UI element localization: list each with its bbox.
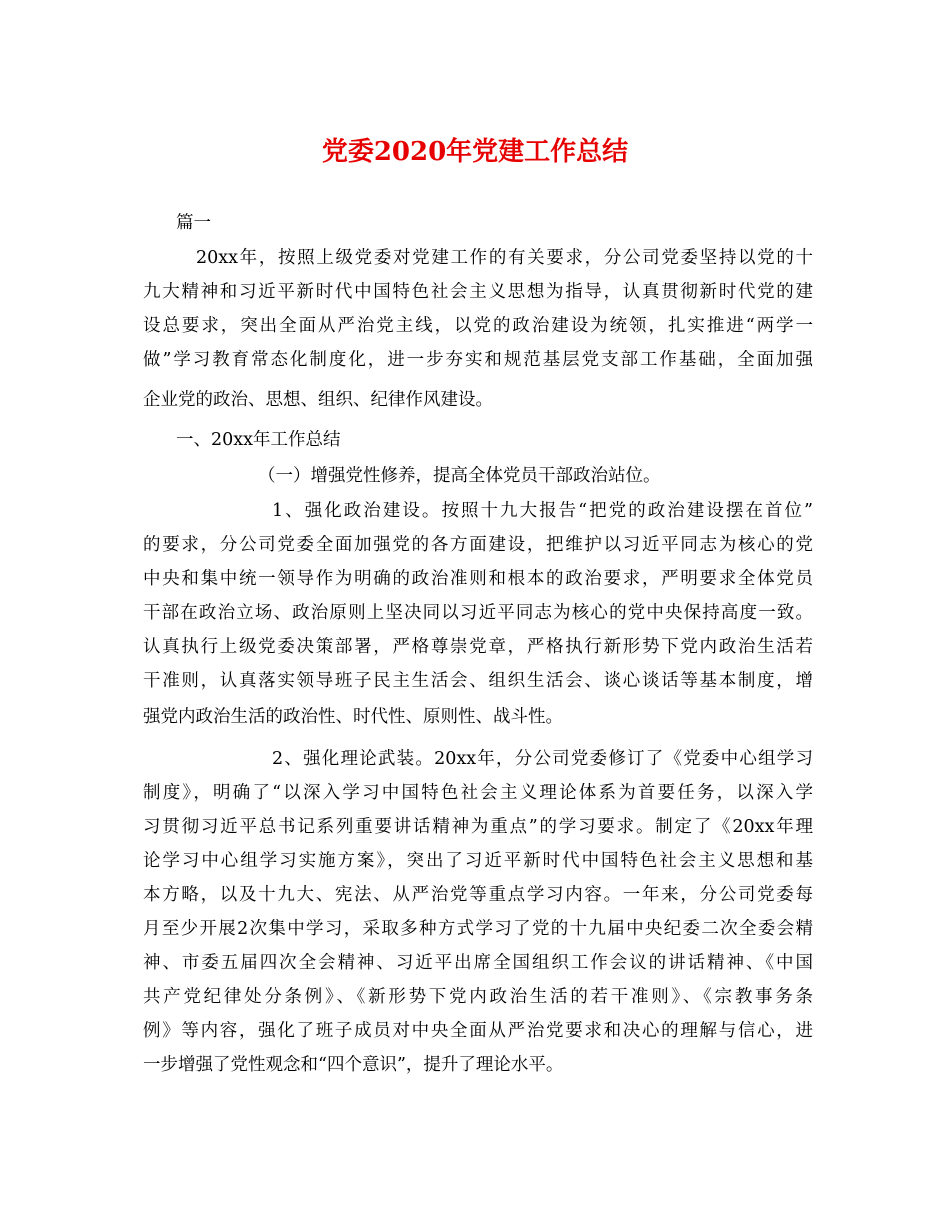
paragraph-line: 神、市委五届四次全会精神、习近平出席全国组织工作会议的讲话精神、《中国 — [143, 953, 813, 973]
paragraph-line: 一步增强了党性观念和“四个意识”，提升了理论水平。 — [143, 1055, 564, 1075]
paragraph-line: 习贯彻习近平总书记系列重要讲话精神为重点”的学习要求。制定了《20xx年理 — [143, 817, 813, 837]
paragraph-line: 2、强化理论武装。20xx年，分公司党委修订了《党委中心组学习 — [272, 749, 813, 769]
section-label: 篇一 — [176, 213, 211, 233]
paragraph-line: 论学习中心组学习实施方案》，突出了习近平新时代中国特色社会主义思想和基 — [143, 851, 813, 871]
paragraph-line: 1、强化政治建设。按照十九大报告“把党的政治建设摆在首位” — [272, 501, 813, 521]
subsection-heading: （一）增强党性修养，提高全体党员干部政治站位。 — [258, 466, 661, 486]
paragraph-line: 例》等内容，强化了班子成员对中央全面从严治党要求和决心的理解与信心，进 — [143, 1021, 813, 1041]
section-heading: 一、20xx年工作总结 — [176, 430, 341, 450]
paragraph-line: 的要求，分公司党委全面加强党的各方面建设，把维护以习近平同志为核心的党 — [143, 535, 813, 555]
paragraph-line: 设总要求，突出全面从严治党主线，以党的政治建设为统领，扎实推进“两学一 — [143, 316, 813, 336]
paragraph-line: 强党内政治生活的政治性、时代性、原则性、战斗性。 — [143, 707, 563, 727]
paragraph-line: 月至少开展2次集中学习，采取多种方式学习了党的十九届中央纪委二次全委会精 — [143, 919, 813, 939]
paragraph-line: 中央和集中统一领导作为明确的政治准则和根本的政治要求，严明要求全体党员 — [143, 569, 813, 589]
paragraph-line: 制度》，明确了“以深入学习中国特色社会主义理论体系为首要任务，以深入学 — [143, 783, 813, 803]
paragraph-line: 干部在政治立场、政治原则上坚决同以习近平同志为核心的党中央保持高度一致。 — [143, 603, 813, 623]
paragraph-line: 九大精神和习近平新时代中国特色社会主义思想为指导，认真贯彻新时代党的建 — [143, 282, 813, 302]
paragraph-line: 本方略，以及十九大、宪法、从严治党等重点学习内容。一年来，分公司党委每 — [143, 885, 813, 905]
paragraph-line: 做”学习教育常态化制度化，进一步夯实和规范基层党支部工作基础，全面加强 — [143, 350, 813, 370]
paragraph-line: 共产党纪律处分条例》、《新形势下党内政治生活的若干准则》、《宗教事务条 — [143, 987, 813, 1007]
paragraph-line: 企业党的政治、思想、组织、纪律作风建设。 — [143, 390, 493, 410]
paragraph-line: 20xx年，按照上级党委对党建工作的有关要求，分公司党委坚持以党的十 — [196, 248, 813, 268]
document-title: 党委2020年党建工作总结 — [321, 137, 629, 167]
paragraph-line: 认真执行上级党委决策部署，严格尊崇党章，严格执行新形势下党内政治生活若 — [143, 637, 813, 657]
paragraph-line: 干准则，认真落实领导班子民主生活会、组织生活会、谈心谈话等基本制度，增 — [143, 671, 813, 691]
